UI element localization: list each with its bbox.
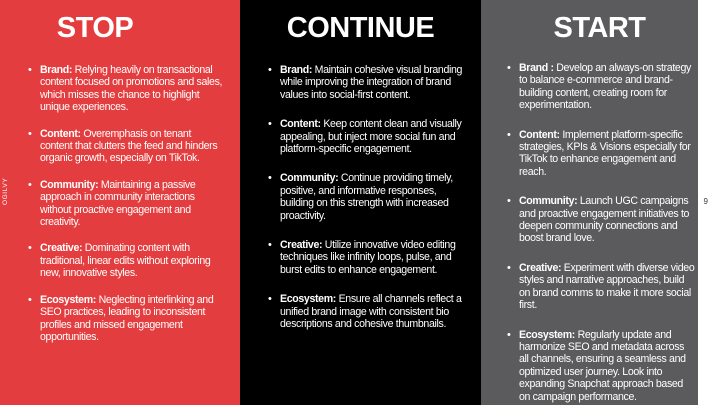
- item-label: Brand:: [40, 64, 73, 76]
- item-label: Community:: [519, 195, 578, 208]
- item-text: Experiment with diverse video styles and narrative approaches, build on brand comms to make it more social first.: [519, 261, 695, 312]
- item-text: Regularly update and harmonize SEO and metadata across all channels, ensuring a seamless and optimized user journey. Look into expanding Snapchat approach based on campaign performance.: [519, 328, 686, 403]
- item-text: Neglecting interlinking and SEO practices, leading to inconsistent profiles and missed engagement opportunities.: [40, 293, 214, 343]
- item-label: Content:: [40, 127, 81, 140]
- stop-heading: STOP: [56, 12, 134, 44]
- continue-item-community: [268, 172, 464, 222]
- item-label: Community:: [40, 178, 99, 191]
- item-label: Content:: [280, 118, 321, 131]
- continue-item-ecosystem: [268, 293, 464, 330]
- bullet-icon: •: [507, 62, 511, 74]
- start-item-brand: [507, 62, 695, 112]
- continue-heading: CONTINUE: [286, 12, 435, 44]
- item-text: Implement platform-specific strategies, KPIs & Visions especially for TikTok to enhance engagement and reach.: [519, 128, 691, 178]
- bullet-icon: •: [268, 239, 272, 252]
- start-item-content: [507, 129, 695, 179]
- start-list: [507, 62, 695, 420]
- page-number: 9: [703, 197, 708, 206]
- bullet-icon: •: [507, 261, 511, 274]
- bullet-icon: •: [268, 293, 272, 306]
- bullet-icon: •: [268, 64, 272, 76]
- stop-column: [0, 0, 240, 405]
- start-item-community: [507, 195, 695, 245]
- item-text: Continue providing timely, positive, and informative responses, building on this strength with increased proactivity.: [280, 172, 453, 222]
- stop-item-ecosystem: [28, 294, 224, 344]
- item-text: Develop an always-on strategy to balance e-commerce and brand-building content, creating room for experimentation.: [519, 62, 691, 112]
- item-text: Overemphasis on tenant content that clutters the feed and hinders organic growth, especially on TikTok.: [40, 127, 218, 165]
- bullet-icon: •: [28, 242, 32, 255]
- start-heading: START: [553, 12, 646, 44]
- continue-item-brand: [268, 64, 464, 101]
- start-item-ecosystem: [507, 329, 695, 403]
- bullet-icon: •: [28, 293, 32, 306]
- item-label: Brand :: [519, 62, 554, 74]
- item-text: Relying heavily on transactional content focused on promotions and sales, which misses the chance to highlight unique experiences.: [40, 64, 223, 114]
- item-label: Ecosystem:: [280, 293, 336, 306]
- continue-column: [240, 0, 481, 405]
- bullet-icon: •: [268, 172, 272, 185]
- item-label: Ecosystem:: [40, 293, 96, 306]
- continue-item-content: [268, 118, 464, 155]
- item-label: Content:: [519, 128, 560, 141]
- bullet-icon: •: [507, 128, 511, 141]
- item-text: Utilize innovative video editing techniques like infinity loops, pulse, and burst edits to enhance engagement.: [280, 239, 456, 276]
- item-text: Maintaining a passive approach in community interactions without proactive engagement and creativity.: [40, 178, 196, 229]
- bullet-icon: •: [28, 64, 32, 76]
- item-label: Creative:: [280, 239, 323, 252]
- start-column: [481, 0, 698, 405]
- bullet-icon: •: [507, 195, 511, 208]
- start-item-creative: [507, 262, 695, 312]
- item-text: Ensure all channels reflect a unified brand image with consistent bio descriptions and cohesive thumbnails.: [280, 293, 462, 331]
- item-label: Creative:: [40, 242, 83, 255]
- item-text: Dominating content with traditional, linear edits without exploring new, innovative styles.: [40, 242, 211, 280]
- bullet-icon: •: [507, 328, 511, 341]
- stop-item-brand: [28, 64, 224, 114]
- stop-item-content: [28, 128, 224, 165]
- item-text: Maintain cohesive visual branding while improving the integration of brand values into social-first content.: [280, 64, 463, 101]
- item-text: Keep content clean and visually appealing, but inject more social fun and platform-specific engagement.: [280, 118, 462, 156]
- continue-list: [268, 64, 464, 348]
- right-margin: [698, 0, 720, 405]
- stop-item-creative: [28, 242, 224, 279]
- stop-list: [28, 64, 224, 357]
- item-label: Creative:: [519, 261, 562, 274]
- item-label: Brand:: [280, 64, 313, 76]
- bullet-icon: •: [28, 127, 32, 140]
- item-text: Launch UGC campaigns and proactive engagement initiatives to deepen community connections and boost brand love.: [519, 195, 690, 245]
- bullet-icon: •: [268, 118, 272, 131]
- item-label: Ecosystem:: [519, 328, 575, 341]
- brand-mark: OGILVY: [2, 177, 9, 205]
- stop-item-community: [28, 179, 224, 229]
- continue-item-creative: [268, 239, 464, 276]
- bullet-icon: •: [28, 178, 32, 191]
- item-label: Community:: [280, 172, 339, 185]
